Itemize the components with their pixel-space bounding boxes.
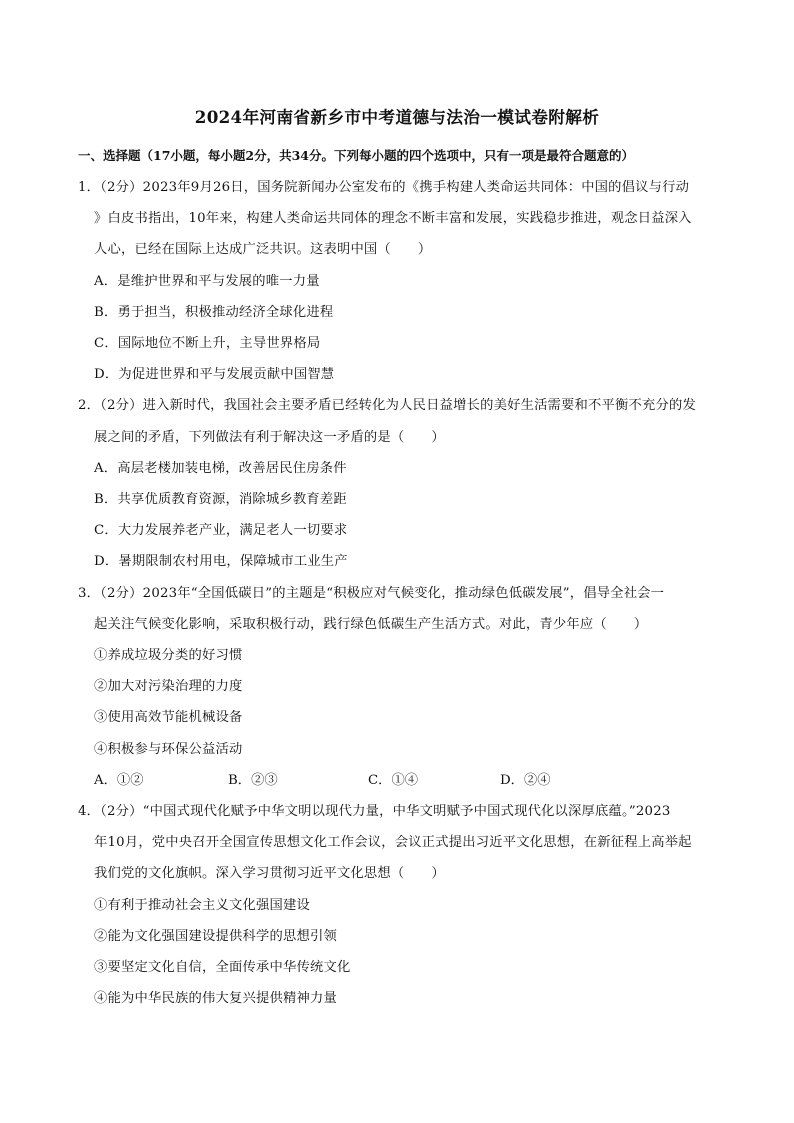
question-2-line-1: 2．（2分）进入新时代，我国社会主要矛盾已经转化为人民日益增长的美好生活需要和不平衡不充分的发 [78,398,697,413]
question-1-line-2: 》白皮书指出，10年来，构建人类命运共同体的理念不断丰富和发展，实践稳步推进，观念日益深入 [94,211,692,226]
question-1-line-1: 1．（2分）2023年9月26日，国务院新闻办公室发布的《携手构建人类命运共同体：中国的倡议与行动 [78,180,690,195]
question-4-statement-3: ③要坚定文化自信，全面传承中华传统文化 [94,960,351,975]
question-1-option-d: D．为促进世界和平与发展贡献中国智慧 [94,367,335,382]
question-4-statement-1: ①有利于推动社会主义文化强国建设 [94,898,310,913]
question-3-statement-2: ②加大对污染治理的力度 [94,679,243,694]
question-2-option-d: D．暑期限制农村用电，保障城市工业生产 [94,554,348,569]
question-3-statement-4: ④积极参与环保公益活动 [94,742,243,757]
question-3-line-2: 起关注气候变化影响，采取积极行动，践行绿色低碳生产生活方式。对此，青少年应（ ） [94,617,648,632]
question-3-statement-1: ①养成垃圾分类的好习惯 [94,648,243,663]
question-4-statement-2: ②能为文化强国建设提供科学的思想引领 [94,929,337,944]
question-3-line-1: 3．（2分）2023年“全国低碳日”的主题是“积极应对气候变化，推动绿色低碳发展”，倡导全社会一 [78,586,665,601]
question-3-option-a: A．①② [94,773,144,788]
question-2-line-2: 展之间的矛盾，下列做法有利于解决这一矛盾的是（ ） [94,430,445,445]
question-1-option-a: A．是维护世界和平与发展的唯一力量 [94,274,320,289]
question-4-statement-4: ④能为中华民族的伟大复兴提供精神力量 [94,991,337,1006]
question-2-option-c: C．大力发展养老产业，满足老人一切要求 [94,523,348,538]
question-3-option-b: B．②③ [228,773,278,788]
section-heading: 一、选择题（17小题，每小题2分，共34分。下列每小题的四个选项中，只有一项是最符合题意的） [78,148,634,163]
question-4-line-2: 年10月，党中央召开全国宣传思想文化工作会议，会议正式提出习近平文化思想，在新征程上高举起 [94,835,692,850]
question-4-line-1: 4．（2分）“中国式现代化赋予中华文明以现代力量，中华文明赋予中国式现代化以深厚底蕴。”2023 [78,804,671,819]
document-title: 2024年河南省新乡市中考道德与法治一模试卷附解析 [194,107,600,127]
question-2-option-b: B．共享优质教育资源，消除城乡教育差距 [94,492,347,507]
question-3-option-d: D．②④ [500,773,551,788]
question-2-option-a: A．高层老楼加装电梯，改善居民住房条件 [94,461,347,476]
question-3-statement-3: ③使用高效节能机械设备 [94,710,243,725]
question-1-line-3: 人心，已经在国际上达成广泛共识。这表明中国（ ） [94,242,432,257]
question-4-line-3: 我们党的文化旗帜。深入学习贯彻习近平文化思想（ ） [94,866,445,881]
question-1-option-b: B．勇于担当，积极推动经济全球化进程 [94,305,334,320]
question-1-option-c: C．国际地位不断上升，主导世界格局 [94,336,321,351]
question-3-option-c: C．①④ [368,773,419,788]
